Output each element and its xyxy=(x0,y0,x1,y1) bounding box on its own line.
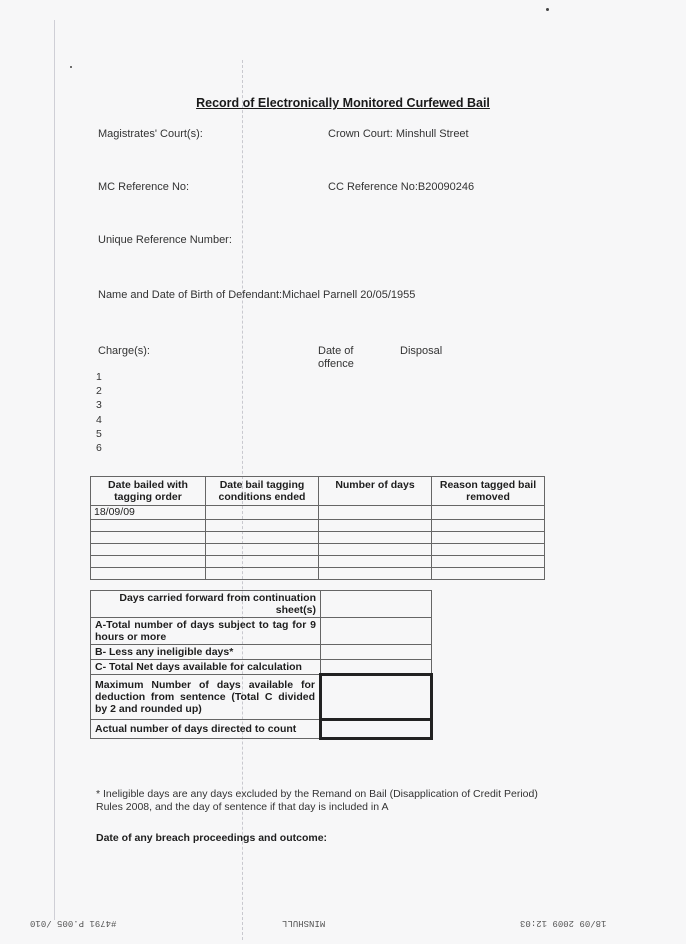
summary-row xyxy=(91,618,432,645)
header-reason-removed: Reason tagged bail removed xyxy=(432,477,545,506)
date-of-offence-label: Date of offence xyxy=(318,345,354,370)
summary-table xyxy=(90,590,433,740)
actual-days-value xyxy=(321,720,432,739)
table-row xyxy=(91,532,545,544)
fax-footer-right: 18/09 2009 12:03 xyxy=(520,918,607,928)
table-row xyxy=(91,544,545,556)
scan-speck xyxy=(70,66,72,68)
breach-proceedings-label: Date of any breach proceedings and outcome: xyxy=(96,832,328,844)
table-row xyxy=(91,506,545,520)
crown-court-field: Crown Court: Minshull Street xyxy=(328,128,469,140)
form-title: Record of Electronically Monitored Curfewed Bail xyxy=(196,96,490,110)
table-row xyxy=(91,556,545,568)
charge-number: 3 xyxy=(96,399,102,412)
cc-reference-field: CC Reference No:B20090246 xyxy=(328,181,475,193)
charge-number-list xyxy=(96,370,102,455)
table-row xyxy=(91,520,545,532)
carried-forward-value xyxy=(321,591,432,618)
ineligible-days-value xyxy=(321,645,432,660)
scan-speck xyxy=(546,8,549,11)
summary-row xyxy=(91,675,432,720)
total-days-value xyxy=(321,618,432,645)
table-cell xyxy=(319,506,432,520)
table-row xyxy=(91,568,545,580)
disposal-label: Disposal xyxy=(400,345,443,357)
max-days-value xyxy=(321,675,432,720)
max-days-label: Maximum Number of days available for deduction from sentence (Total C divided by 2 and rounded up) xyxy=(91,675,321,720)
fax-footer-left: #4791 P.005 /010 xyxy=(30,918,117,928)
summary-row xyxy=(91,660,432,675)
header-number-of-days: Number of days xyxy=(319,477,432,506)
ineligible-days-label: B- Less any ineligible days* xyxy=(91,645,321,660)
actual-days-label: Actual number of days directed to count xyxy=(91,720,321,739)
table-cell xyxy=(206,506,319,520)
header-date-bailed: Date bailed with tagging order xyxy=(91,477,206,506)
carried-forward-label: Days carried forward from continuation sheet(s) xyxy=(91,591,321,618)
charges-label: Charge(s): xyxy=(98,345,150,357)
net-days-value xyxy=(321,660,432,675)
table-cell-date: 18/09/09 xyxy=(91,506,206,520)
page-edge-line xyxy=(54,20,55,920)
tagging-table xyxy=(90,476,545,580)
net-days-label: C- Total Net days available for calculation xyxy=(91,660,321,675)
summary-row xyxy=(91,720,432,739)
unique-reference-label: Unique Reference Number: xyxy=(98,234,232,246)
summary-row xyxy=(91,591,432,618)
header-date-ended: Date bail tagging conditions ended xyxy=(206,477,319,506)
mc-reference-label: MC Reference No: xyxy=(98,181,190,193)
table-cell xyxy=(432,506,545,520)
table-header-row xyxy=(91,477,545,506)
ineligible-days-footnote: * Ineligible days are any days excluded by the Remand on Bail (Disapplication of Credit Period) Rules 2008, and the day of sentence if that day is included in A xyxy=(96,788,538,813)
charge-number: 6 xyxy=(96,441,102,454)
charge-number: 2 xyxy=(96,385,102,398)
total-days-label: A-Total number of days subject to tag for 9 hours or more xyxy=(91,618,321,645)
charge-number: 4 xyxy=(96,413,102,426)
charge-number: 5 xyxy=(96,427,102,440)
magistrates-court-label: Magistrates' Court(s): xyxy=(98,128,203,140)
fax-footer-center: MINSHULL xyxy=(282,918,326,928)
charge-number: 1 xyxy=(96,371,102,383)
defendant-field: Name and Date of Birth of Defendant:Michael Parnell 20/05/1955 xyxy=(98,289,416,301)
summary-row xyxy=(91,645,432,660)
